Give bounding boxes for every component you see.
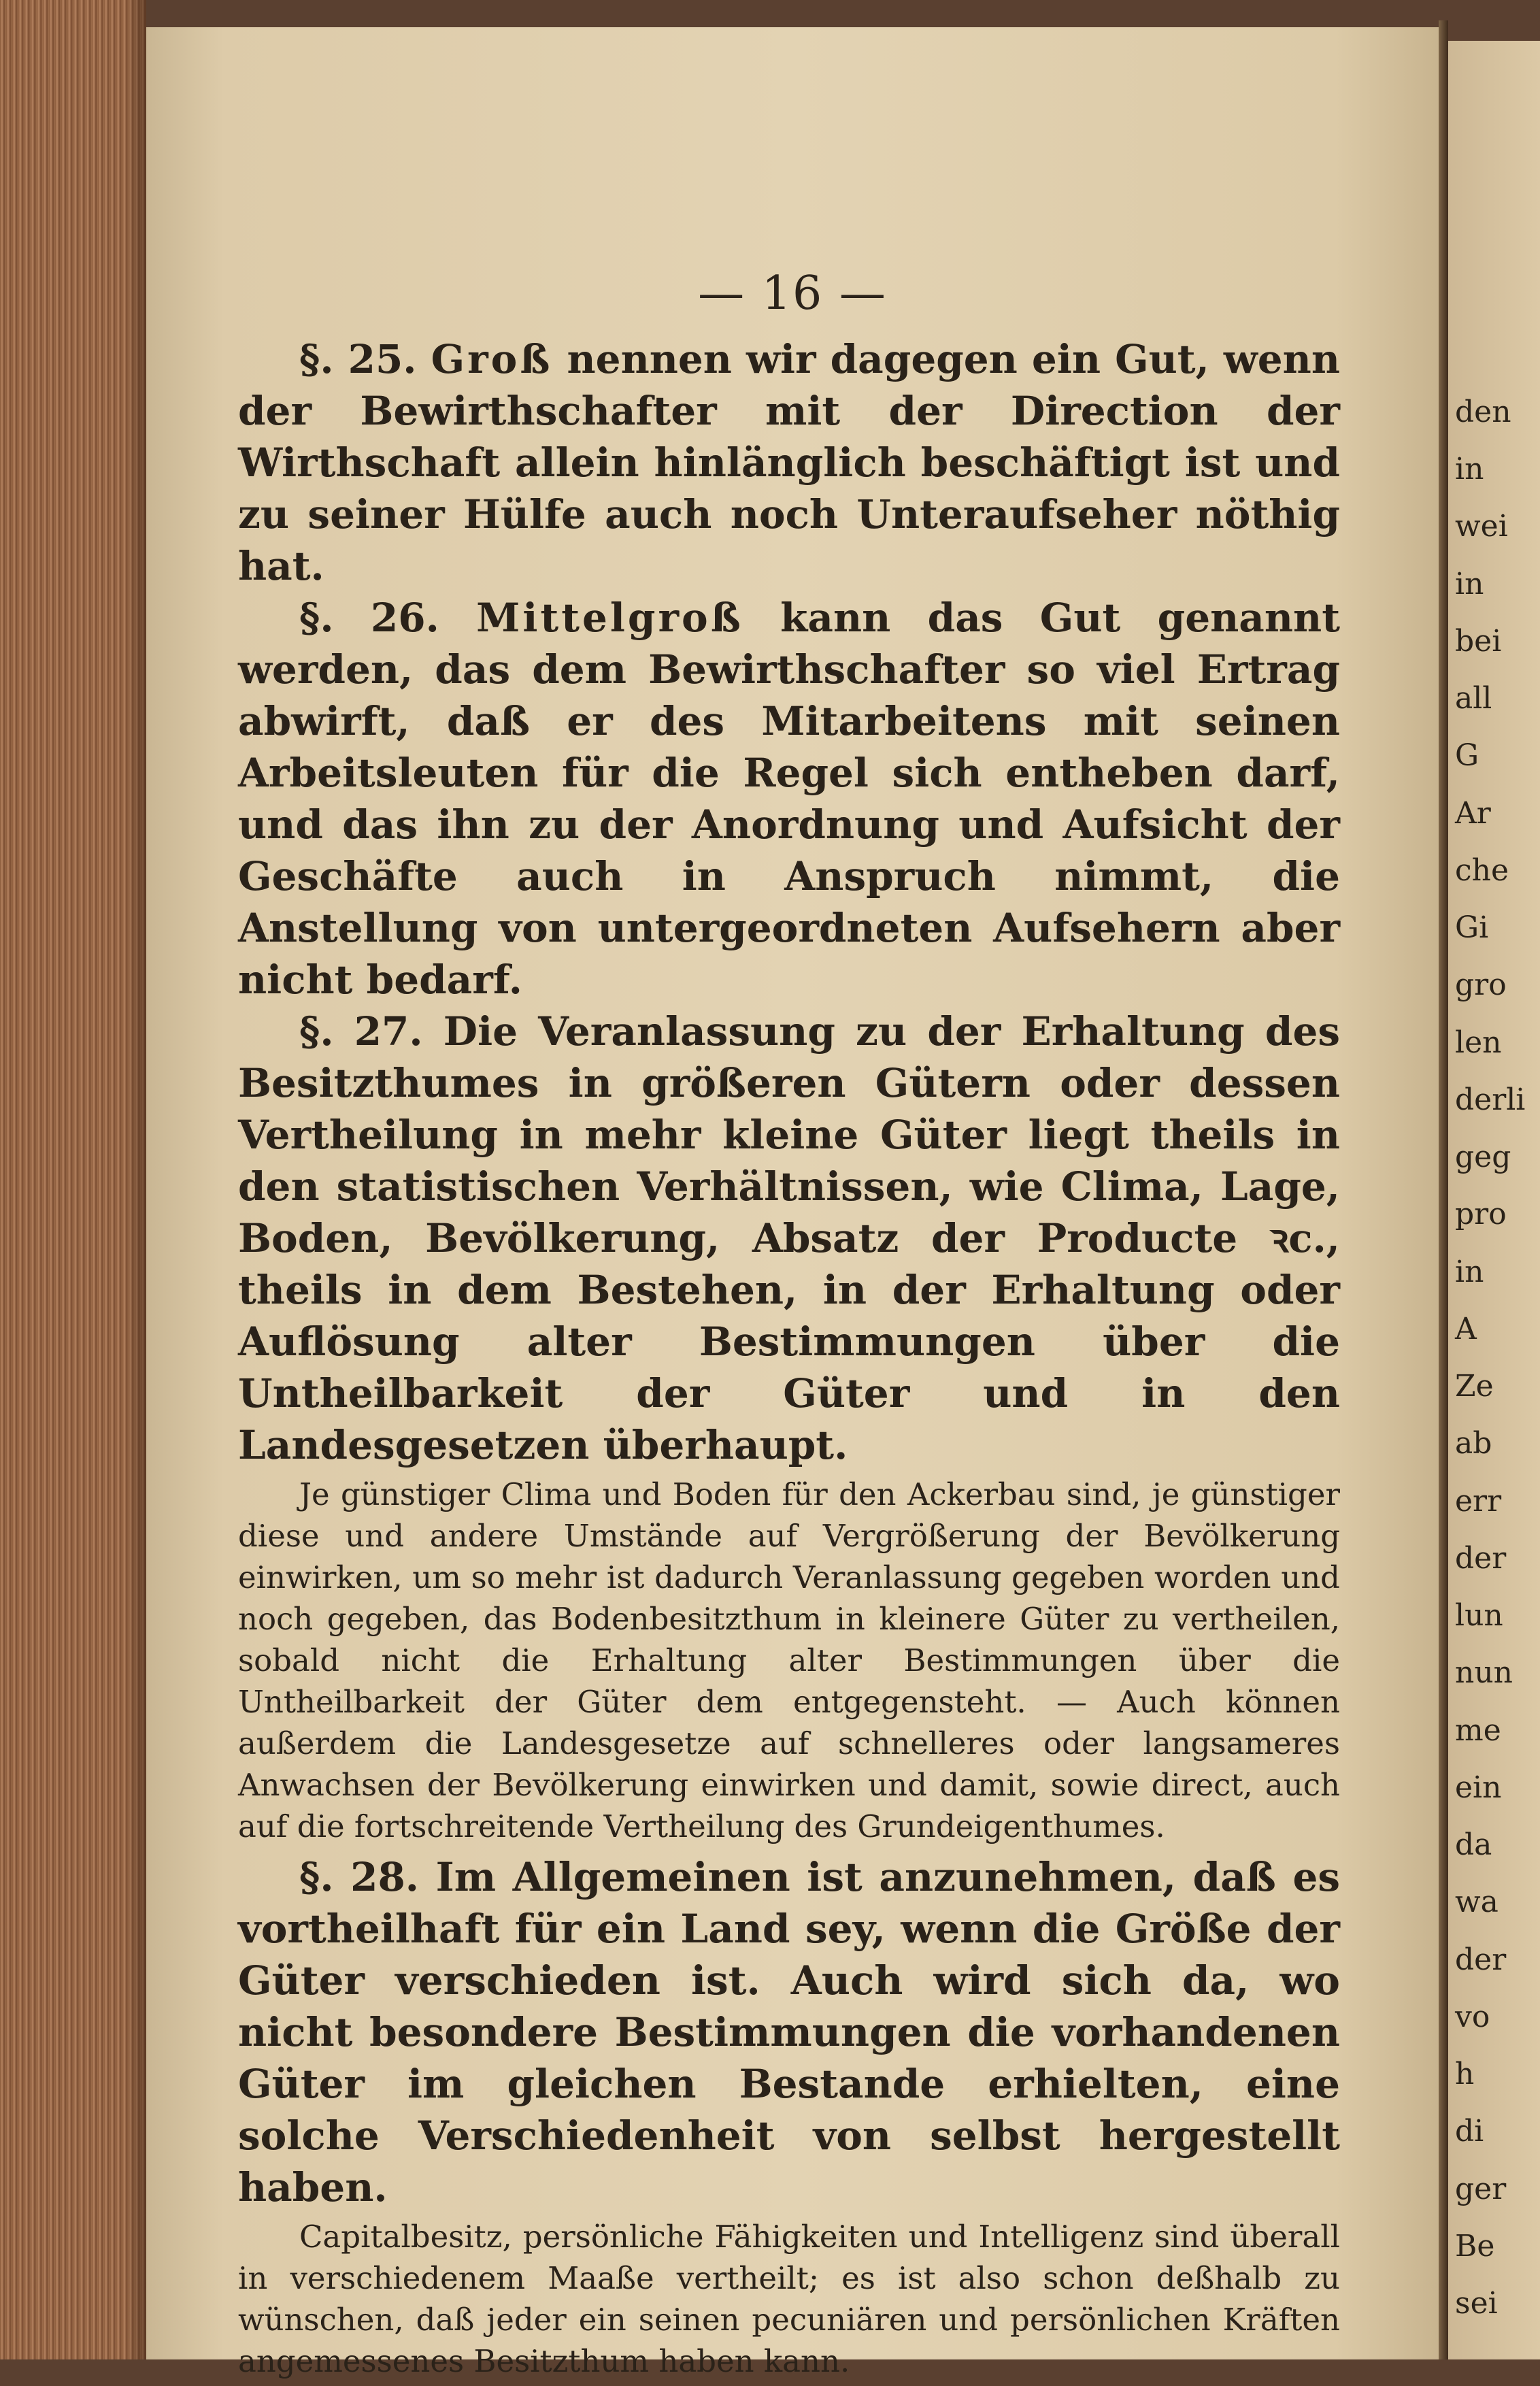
facing-page-fragment: che xyxy=(1455,852,1509,888)
section-number: §. 27. xyxy=(299,1008,423,1055)
facing-page-fragment: in xyxy=(1455,566,1484,601)
facing-page-fragment: derli xyxy=(1455,1082,1526,1117)
section-text: kann das Gut genannt werden, das dem Bewirthschafter so viel Ertrag abwirft, daß er des Mitarbeitens mit seinen Arbeitsleuten für die Regel sich entheben darf, und das ihn zu der Anordnung und Aufsicht der Geschäfte auch in Anspruch nimmt, die Anstellung von untergeordneten Aufsehern aber nicht bedarf. xyxy=(238,595,1340,1003)
book-page-edges xyxy=(0,0,146,2359)
facing-page-fragment: h xyxy=(1455,2057,1475,2092)
facing-page-edge xyxy=(1448,41,1540,2359)
book-gutter xyxy=(1439,20,1448,2359)
facing-page-fragment: err xyxy=(1455,1483,1502,1519)
facing-page-fragment: wei xyxy=(1455,509,1508,544)
section-number: §. 28. xyxy=(299,1854,420,1900)
facing-page-fragment: len xyxy=(1455,1025,1502,1060)
facing-page-fragment: vo xyxy=(1455,1999,1490,2034)
section-28-note: Capitalbesitz, persönliche Fähigkeiten und Intelligenz sind überall in verschiedenem Maaße vertheilt; es ist also schon deßhalb zu wünschen, daß jeder ein seinen pecuniären und persönlichen Kräften angemessenes Besitzthum haben kann. xyxy=(238,2219,1340,2379)
section-27-note: Je günstiger Clima und Boden für den Ackerbau sind, je günstiger diese und andere Umstände auf Vergrößerung der Bevölkerung einwirken, um so mehr ist dadurch Veranlassung gegeben worden und noch gegeben, das Bodenbesitzthum in kleinere Güter zu vertheilen, sobald nicht die Erhaltung alter Bestimmungen über die Untheilbarkeit der Güter dem entgegensteht. — Auch können außerdem die Landesgesetze auf schnelleres oder langsameres Anwachsen der Bevölkerung einwirken und damit, sowie direct, auch auf die fortschreitende Vertheilung des Grundeigenthumes. xyxy=(238,1476,1340,1844)
facing-page-fragment: G xyxy=(1455,738,1479,774)
facing-page-fragment: den xyxy=(1455,395,1511,429)
section-25 xyxy=(238,333,1340,592)
page-body xyxy=(238,333,1340,2386)
facing-page-fragment: gro xyxy=(1455,967,1507,1003)
facing-page-fragment: da xyxy=(1455,1827,1492,1863)
section-number: §. 25. xyxy=(299,336,417,382)
facing-page-fragment: in xyxy=(1455,1254,1484,1289)
section-text: nennen wir dagegen ein Gut, wenn der Bewirthschafter mit der Direction der Wirthschaft allein hinlänglich beschäftigt ist und zu seiner Hülfe auch noch Unteraufseher nöthig hat. xyxy=(238,336,1340,589)
facing-page-fragment: Ze xyxy=(1455,1369,1494,1404)
section-number: §. 26. xyxy=(299,595,439,641)
section-26 xyxy=(238,592,1340,1006)
facing-page-fragment: me xyxy=(1455,1712,1501,1748)
facing-page-fragment: di xyxy=(1455,2114,1484,2149)
section-28 xyxy=(238,1851,1340,2213)
facing-page-fragment: Ar xyxy=(1455,795,1491,831)
section-text: Im Allgemeinen ist anzunehmen, daß es vortheilhaft für ein Land sey, wenn die Größe der Güter verschieden ist. Auch wird sich da, wo nicht besondere Bestimmungen die vorhandenen Güter im gleichen Bestande erhielten, eine solche Verschiedenheit von selbst hergestellt haben. xyxy=(238,1854,1340,2210)
facing-page-fragment: nun xyxy=(1455,1655,1513,1691)
facing-page-fragment: ab xyxy=(1455,1426,1492,1461)
facing-page-fragment: Be xyxy=(1455,2228,1495,2264)
section-lead-word: Groß xyxy=(431,336,553,382)
facing-page-fragment: ein xyxy=(1455,1770,1502,1805)
facing-page-fragment: wa xyxy=(1455,1885,1499,1920)
facing-page-fragment: sei xyxy=(1455,2286,1498,2321)
section-lead-word: Mittelgroß xyxy=(476,595,743,641)
page-number: — 16 — xyxy=(698,267,887,320)
facing-page-fragment: der xyxy=(1455,1540,1507,1576)
facing-page-fragment: in xyxy=(1455,452,1484,487)
facing-page-fragment: ger xyxy=(1455,2171,1507,2206)
facing-page-fragment: all xyxy=(1455,681,1492,716)
facing-page-fragment: bei xyxy=(1455,623,1502,659)
facing-page-fragment: lun xyxy=(1455,1598,1503,1634)
facing-page-fragment: der xyxy=(1455,1942,1507,1977)
section-27 xyxy=(238,1006,1340,1471)
facing-page-fragment: geg xyxy=(1455,1140,1511,1175)
facing-page-fragment: Gi xyxy=(1455,910,1489,946)
section-text: Die Veranlassung zu der Erhaltung des Besitzthumes in größeren Gütern oder dessen Vertheilung in mehr kleine Güter liegt theils in den statistischen Verhältnissen, wie Clima, Lage, Boden, Bevölkerung, Absatz der Producte ꝛc., theils in dem Bestehen, in der Erhaltung oder Auflösung alter Bestimmungen über die Untheilbarkeit der Güter und in den Landesgesetzen überhaupt. xyxy=(238,1008,1341,1468)
facing-page-fragment: pro xyxy=(1455,1197,1507,1232)
facing-page-fragment: A xyxy=(1455,1311,1477,1346)
